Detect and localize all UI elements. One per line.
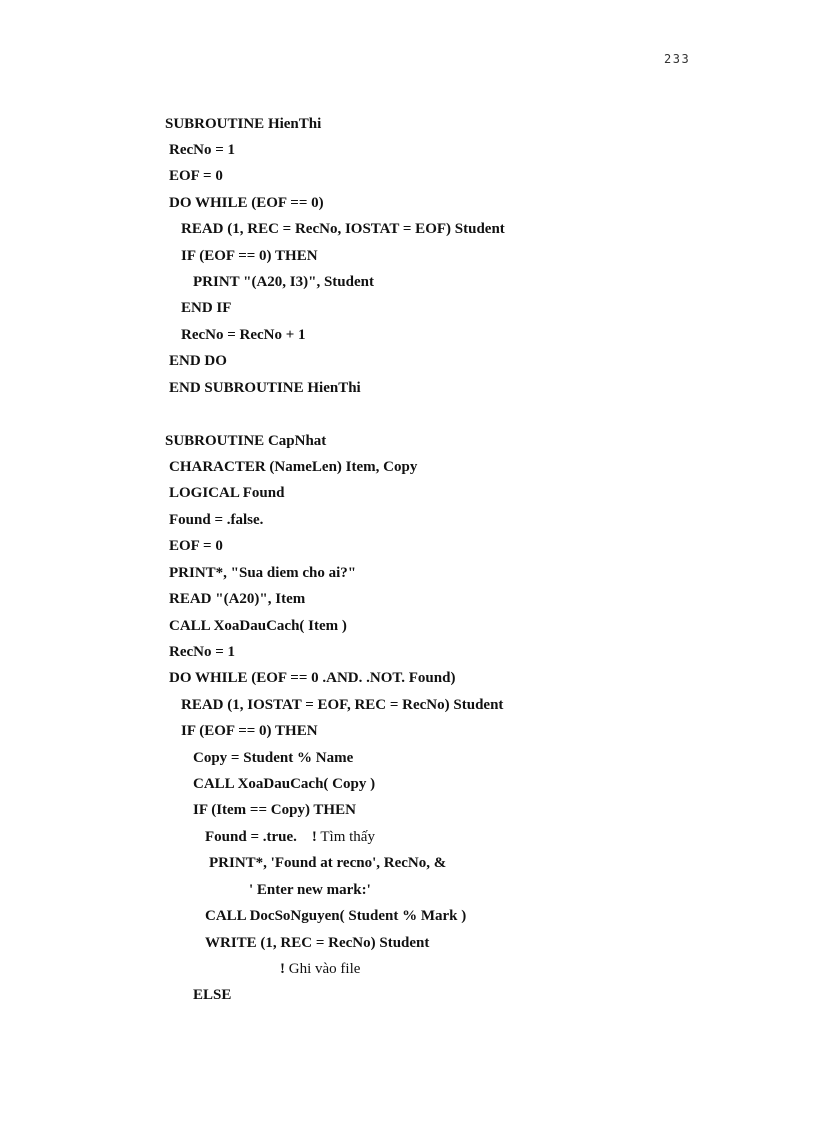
code-text: EOF = 0 <box>169 538 223 554</box>
page-number: 233 <box>664 52 691 66</box>
code-line <box>169 617 347 635</box>
code-text: EOF = 0 <box>169 168 223 184</box>
code-text: IF (EOF == 0) THEN <box>181 723 318 739</box>
code-text: END SUBROUTINE HienThi <box>169 380 361 396</box>
code-text: SUBROUTINE CapNhat <box>165 433 327 449</box>
code-line <box>169 643 235 661</box>
code-text: ELSE <box>193 987 232 1003</box>
code-line <box>205 828 375 846</box>
code-text: WRITE (1, REC = RecNo) Student <box>205 935 430 951</box>
code-text: Copy = Student % Name <box>193 750 354 766</box>
code-line <box>169 141 235 159</box>
code-text: PRINT*, 'Found at recno', RecNo, & <box>209 855 447 871</box>
code-text: CALL XoaDauCach( Copy ) <box>193 776 376 792</box>
code-line <box>193 775 375 793</box>
code-text: END IF <box>181 300 232 316</box>
code-line <box>169 669 455 687</box>
code-text: RecNo = 1 <box>169 142 236 158</box>
code-line <box>181 722 318 740</box>
code-text: PRINT "(A20, I3)", Student <box>193 274 374 290</box>
code-text: READ (1, IOSTAT = EOF, REC = RecNo) Student <box>181 697 504 713</box>
code-line <box>205 907 466 925</box>
code-text: CHARACTER (NameLen) Item, Copy <box>169 459 418 475</box>
code-text: SUBROUTINE HienThi <box>165 116 322 132</box>
code-line <box>169 537 223 555</box>
code-line <box>169 167 223 185</box>
code-line <box>169 590 305 608</box>
code-text: DO WHILE (EOF == 0) <box>169 195 324 211</box>
code-line <box>181 247 318 265</box>
code-line <box>169 352 227 370</box>
code-line <box>193 801 356 819</box>
code-text: ' Enter new mark:' <box>249 882 371 898</box>
code-line <box>165 432 326 450</box>
code-line <box>181 299 231 317</box>
code-text: Found = .true. ! <box>205 829 317 845</box>
code-line <box>169 511 263 529</box>
code-line <box>169 564 356 582</box>
code-line <box>280 960 360 978</box>
comment-text: Ghi vào file <box>285 961 361 977</box>
code-line <box>181 696 503 714</box>
code-line <box>169 194 324 212</box>
code-line <box>181 220 505 238</box>
code-text: CALL XoaDauCach( Item ) <box>169 618 347 634</box>
code-text: Found = .false. <box>169 512 264 528</box>
code-text: IF (Item == Copy) THEN <box>193 802 356 818</box>
code-text: END DO <box>169 353 227 369</box>
code-text: CALL DocSoNguyen( Student % Mark ) <box>205 908 467 924</box>
code-text: READ "(A20)", Item <box>169 591 306 607</box>
code-text: RecNo = RecNo + 1 <box>181 327 306 343</box>
code-line <box>209 854 446 872</box>
code-text: READ (1, REC = RecNo, IOSTAT = EOF) Student <box>181 221 505 237</box>
code-text: IF (EOF == 0) THEN <box>181 248 318 264</box>
code-text: DO WHILE (EOF == 0 .AND. .NOT. Found) <box>169 670 456 686</box>
code-line <box>193 273 374 291</box>
code-text: RecNo = 1 <box>169 644 236 660</box>
code-text: LOGICAL Found <box>169 485 285 501</box>
code-line <box>193 749 353 767</box>
code-line <box>169 484 284 502</box>
comment-text: Tìm thấy <box>316 829 375 845</box>
code-line <box>181 326 306 344</box>
code-line <box>165 115 321 133</box>
code-line <box>169 379 361 397</box>
code-text: PRINT*, "Sua diem cho ai?" <box>169 565 357 581</box>
code-line <box>249 881 371 899</box>
code-line <box>205 934 429 952</box>
code-line <box>193 986 231 1004</box>
code-text: ! <box>280 961 285 977</box>
code-line <box>169 458 417 476</box>
